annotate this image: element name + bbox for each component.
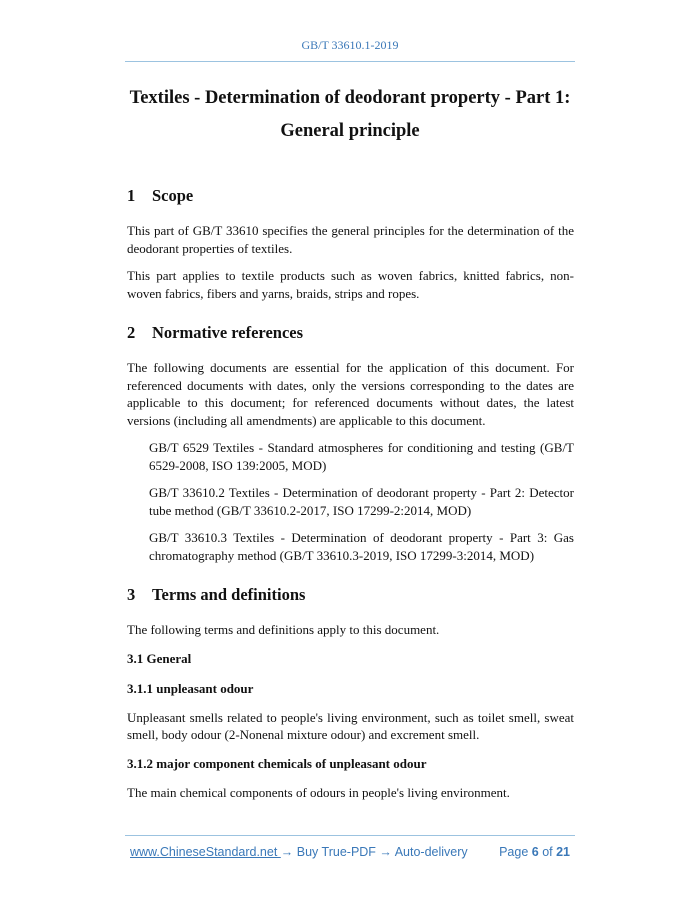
website-link[interactable]: www.ChineseStandard.net [130, 845, 281, 859]
footer [130, 845, 570, 859]
scope-paragraph: This part of GB/T 33610 specifies the general principles for the determination of the deodorant properties of textiles. [127, 223, 574, 256]
document-title-line2: General principle [280, 121, 420, 141]
term-heading: 3.1.1 unpleasant odour [127, 680, 254, 696]
header-rule [125, 61, 575, 62]
buy-text: Buy True-PDF [293, 845, 380, 859]
term-definition: Unpleasant smells related to people's living environment, such as toilet smell, sweat smell, body odour (2-Nonenal mixture odour) and excrement smell. [127, 709, 574, 742]
section-title: Normative references [152, 323, 304, 342]
section-heading-normative-references [127, 323, 574, 343]
page-total: 21 [556, 845, 570, 859]
normative-intro: The following documents are essential for the application of this document. For referenced documents with dates, only the versions corresponding to the dates are applicable to this document; for referenced documents without dates, the latest versions (including all amendments) are applicable to this document. [127, 360, 574, 428]
arrow-right-icon: → [280, 845, 294, 859]
delivery-text: Auto-delivery [391, 845, 468, 859]
footer-rule [125, 835, 575, 836]
section-number: 2 [127, 323, 136, 342]
reference-item: GB/T 33610.3 Textiles - Determination of deodorant property - Part 3: Gas chromatography method (GB/T 33610.3-2019, ISO 17299-3:2014, MOD) [149, 530, 574, 563]
section-number: 3 [127, 585, 136, 604]
page-current: 6 [531, 845, 539, 859]
section-heading-scope [127, 186, 574, 206]
reference-item: GB/T 6529 Textiles - Standard atmospheres for conditioning and testing (GB/T 6529-2008, ISO 139:2005, MOD) [149, 440, 574, 473]
header-doc-code: GB/T 33610.1-2019 [301, 38, 399, 52]
footer-promo [130, 845, 468, 859]
page-label: Page [499, 845, 532, 859]
document-body [127, 186, 574, 801]
arrow-right-icon: → [379, 845, 392, 859]
reference-item: GB/T 33610.2 Textiles - Determination of deodorant property - Part 2: Detector tube method (GB/T 33610.2-2017, ISO 17299-2:2014, MOD) [149, 485, 574, 518]
scope-paragraph: This part applies to textile products such as woven fabrics, knitted fabrics, non-woven fabrics, fibers and yarns, braids, strips and ropes. [127, 268, 574, 301]
document-title-line1: Textiles - Determination of deodorant property - Part 1: [129, 88, 571, 108]
term-definition: The main chemical components of odours in people's living environment. [127, 784, 510, 800]
section-number: 1 [127, 186, 136, 205]
term-heading: 3.1.2 major component chemicals of unpleasant odour [127, 755, 427, 771]
section-heading-terms [127, 585, 574, 605]
page-indicator [499, 845, 570, 859]
subsection-heading-general: 3.1 General [127, 650, 192, 666]
section-title: Scope [152, 186, 194, 205]
terms-intro: The following terms and definitions apply to this document. [127, 622, 440, 637]
section-title: Terms and definitions [152, 585, 306, 604]
page-of: of [538, 845, 557, 859]
